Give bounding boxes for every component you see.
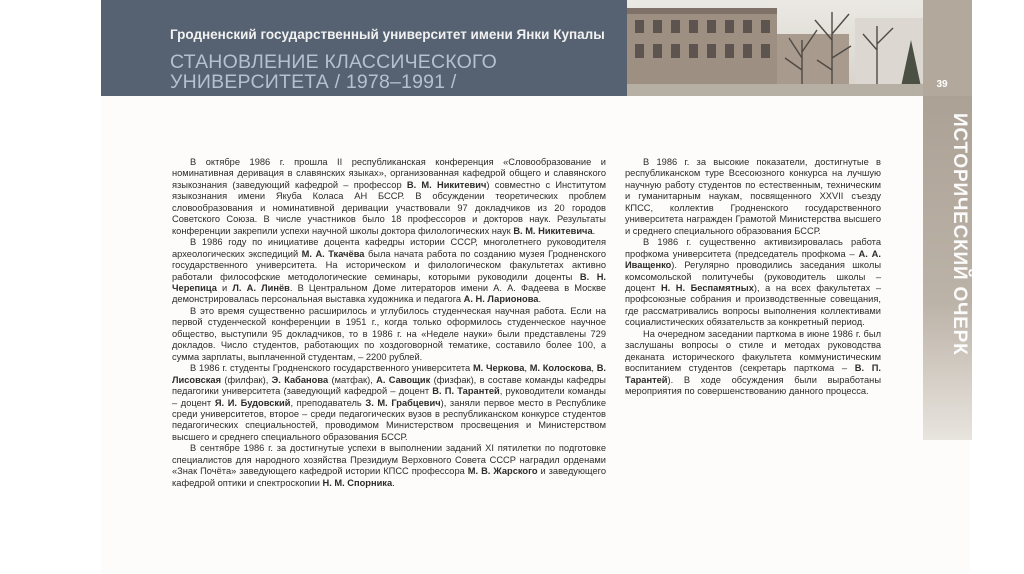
paragraph <box>172 237 606 306</box>
university-building-photo <box>627 0 923 96</box>
person-name: А. Н. Ларионова <box>463 294 539 305</box>
text-run: , <box>591 363 597 374</box>
text-run: В 1986 г. существенно активизировалась работа профкома университета (председатель профкома – <box>625 237 881 259</box>
text-run: и <box>216 282 233 293</box>
text-run: . <box>538 294 542 305</box>
text-run: ), заняли первое место в Республике среди университетов, второе – среди педагогических вузов в республиканском конкурсе студентов педагогических специальностей, проводимом Министерством просвещения и Министерством высшего и среднего специального образования БССР. <box>172 397 606 442</box>
person-name: Н. М. Спорника <box>322 477 393 488</box>
person-name: В. М. Никитевича <box>513 225 593 236</box>
text-run: была начата работа по созданию музея Гродненского государственного университета. На историческом и филологическом факультетах активно работали философские методологические семинары, которыми руководили доценты <box>172 248 606 282</box>
text-run: В 1986 году по инициативе доцента кафедры истории СССР, многолетнего руководителя археологических экспедиций <box>172 237 606 259</box>
text-run: ). Регулярно проводились заседания школы комсомольской политучебы (руководитель школы – доцент <box>625 260 881 293</box>
text-run: В 1986 г. студенты Гродненского государственного университета <box>190 363 473 374</box>
person-name: М. Колоскова <box>529 363 592 374</box>
text-run: В 1986 г. за высокие показатели, достигнутые в республиканском туре Всесоюзного конкурса на лучшую научную работу студентов по естественным, техническим и гуманитарным наукам, посвященного XXVII съезду КПСС, коллектив Гродненского государственного университета награжден Грамотой Министерства высшего и среднего специального образования БССР. <box>625 157 881 236</box>
text-run: . <box>392 477 395 488</box>
text-run: В сентябре 1986 г. за достигнутые успехи в выполнении заданий XI пятилетки по подготовке специалистов для народного хозяйства Президиум Верховного Совета СССР наградил орденами «Знак Почёта» заведующего кафедрой истории КПСС профессора <box>172 443 606 477</box>
paragraph <box>172 157 606 237</box>
paragraph <box>625 329 881 398</box>
text-run: , преподаватель <box>290 397 366 408</box>
paragraph <box>172 363 606 443</box>
page-number: 39 <box>936 79 948 90</box>
text-run: и заведующего кафедрой оптики и спектроскопии <box>172 466 607 488</box>
paragraph <box>625 237 881 329</box>
text-run: , руководители команды – доцент <box>172 386 606 408</box>
paragraph <box>172 443 606 489</box>
person-name: В. Н. Черепица <box>172 271 606 293</box>
text-run: (физфак), в составе команды кафедры педагогики университета (заведующий кафедрой – доцент <box>172 374 606 397</box>
person-name: Н. Н. Беспамятных <box>660 282 754 293</box>
person-name: В. П. Тарантей <box>432 386 500 397</box>
person-name: А. А. Иващенко <box>625 248 881 271</box>
person-name: З. М. Грабцевич <box>365 397 441 408</box>
person-name: В. Лисовская <box>172 363 606 385</box>
sidebar-label: ИСТОРИЧЕСКИЙ ОЧЕРК <box>949 113 970 356</box>
person-name: Я. И. Будовский <box>214 397 291 408</box>
person-name: В. П. Тарантей <box>625 363 881 385</box>
person-name: А. Савощик <box>376 374 431 385</box>
person-name: Э. Кабанова <box>271 374 329 385</box>
text-run: ), а на всех факультетах – профсоюзные собрания и производственные совещания, где рассматривались вопросы выполнения коллективами социалистических обязательств за конкретный период. <box>625 282 881 328</box>
person-name: В. М. Никитевич <box>406 179 487 190</box>
text-run: В октябре 1986 г. прошла II республиканская конференция «Словообразование и номинативная деривация в славянских языках», организованная кафедрой общего и славянского языкознания (заведующий кафедрой – профессор <box>172 157 606 190</box>
person-name: Л. А. Линёв <box>232 282 290 293</box>
paragraph <box>172 306 606 363</box>
university-title: Гродненский государственный университет имени Янки Купалы <box>170 27 605 42</box>
section-title: СТАНОВЛЕНИЕ КЛАССИЧЕСКОГО УНИВЕРСИТЕТА / 1978–1991 / <box>170 51 498 93</box>
person-name: М. А. Ткачёва <box>301 248 365 259</box>
text-run: В это время существенно расширилось и углубилось студенческая научная работа. Если на первой студенческой конференции в 1951 г., когда только оформилось студенческое научное общество, выступили 95 докладчиков, то в 1986 г. на «Неделе науки» были представлены 729 докладов. Число студентов, работающих по хоздоговорной тематике, составило более 100, а сумма зарплаты, выплаченной студентам, – 2200 рублей. <box>172 305 606 362</box>
text-run: ). В ходе обсуждения были выработаны мероприятия по совершенствованию данного процесса. <box>625 374 881 397</box>
text-run: На очередном заседании парткома в июне 1986 г. был заслушаны вопросы о стиле и методах руководства деканата исторического факультета коммунистическим воспитанием студентов (секретарь парткома – <box>625 328 881 374</box>
text-column-left <box>172 157 606 489</box>
person-name: М. В. Жарского <box>467 466 538 477</box>
text-run: (филфак), <box>221 374 272 385</box>
text-column-right <box>625 157 881 398</box>
text-run: . В Центральном Доме литераторов имени А. А. Фадеева в Москве демонстрировалась персональная выставка художника и педагога <box>172 282 607 305</box>
person-name: М. Черкова <box>472 363 525 374</box>
text-run: ) совместно с Институтом языкознания имени Якуба Коласа АН БССР. В обсуждении теоретических проблем словообразования и номинативной деривации участвовали 97 докладчиков из 20 городов Советского Союза. В числе участников было 18 профессоров и докторов наук. Результаты конференции закрепили успехи научной школы доктора филологических наук <box>172 179 606 236</box>
text-run: , <box>524 363 530 374</box>
paragraph <box>625 157 881 237</box>
text-run: . <box>592 225 596 236</box>
text-run: (матфак), <box>328 374 377 385</box>
